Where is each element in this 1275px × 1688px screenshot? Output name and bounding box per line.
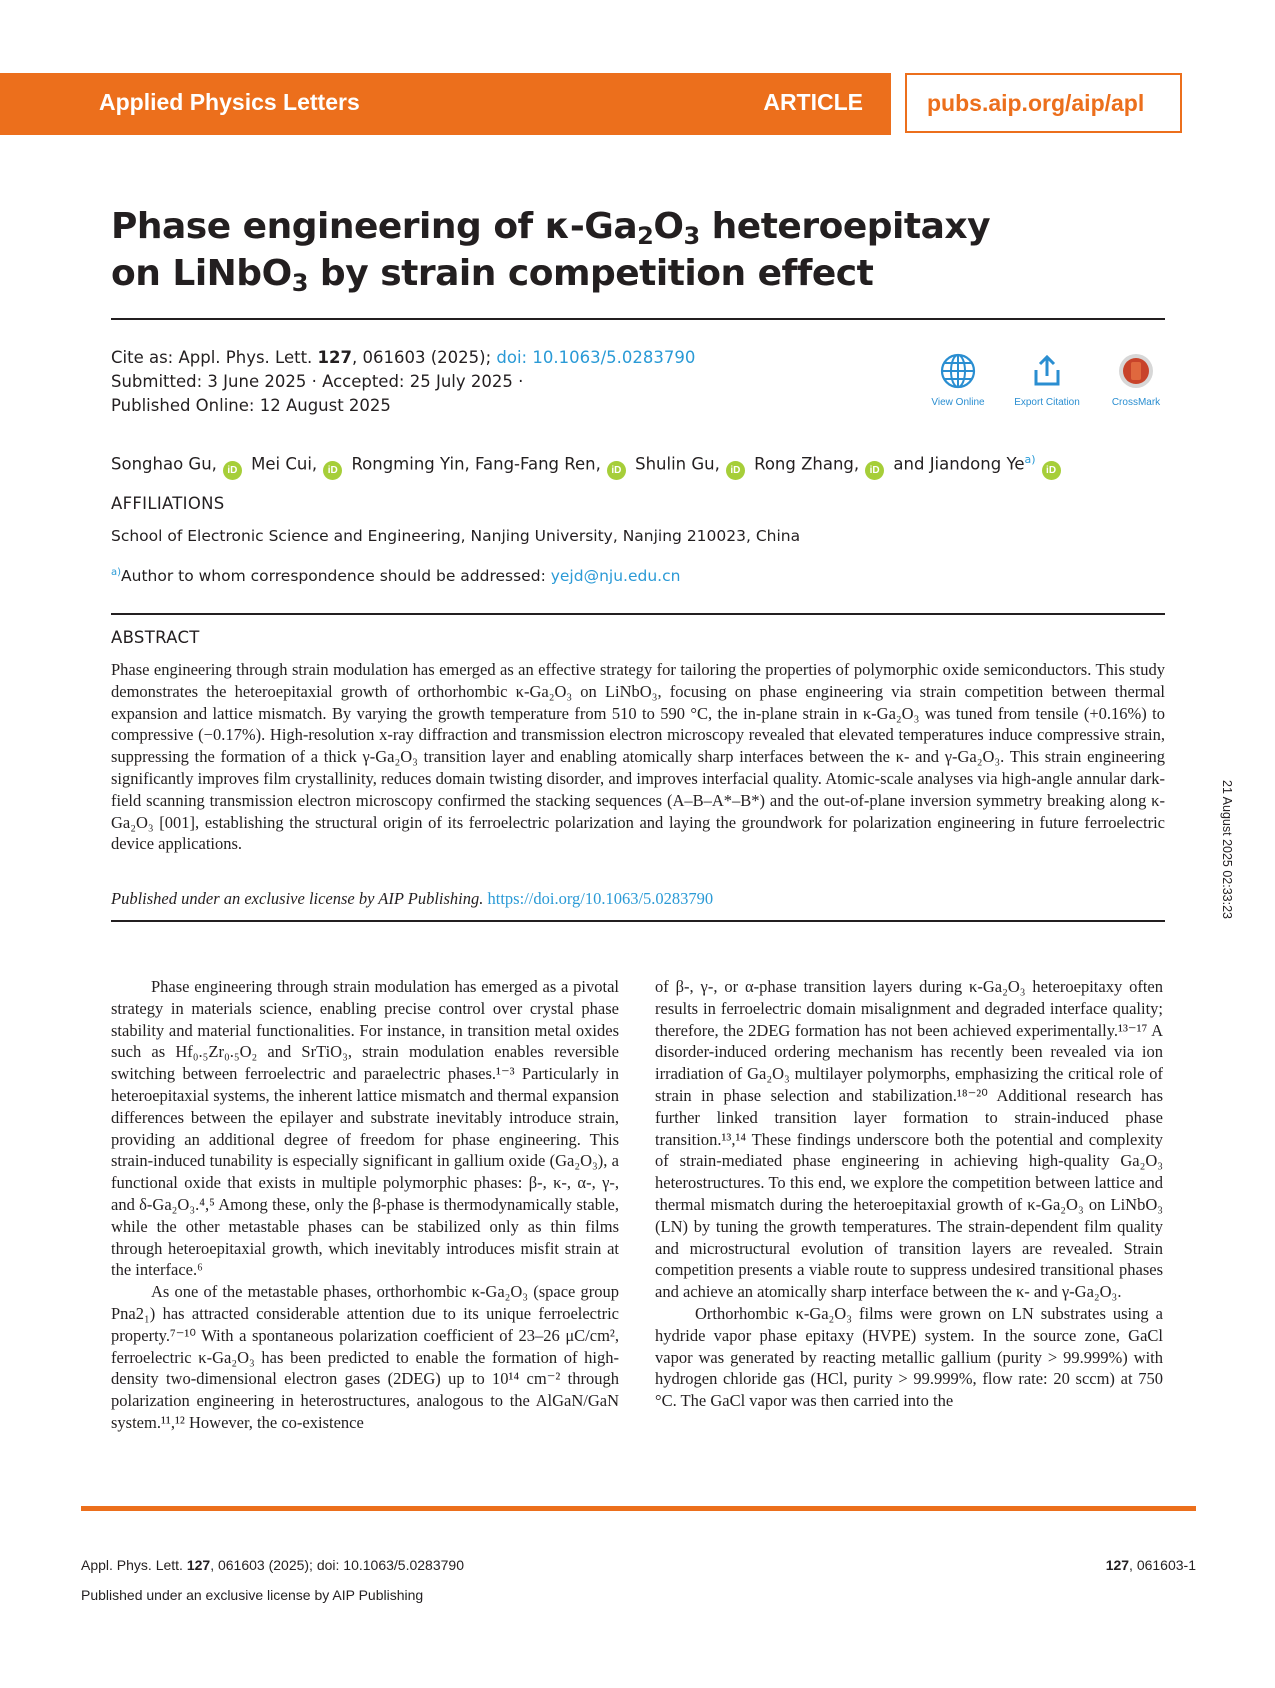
doi-link[interactable]: doi: 10.1063/5.0283790 [496,348,696,367]
divider [111,318,1165,320]
export-icon [1028,352,1066,390]
license-line: Published under an exclusive license by AIP Publishing. https://doi.org/10.1063/5.0283790 [111,889,714,908]
author[interactable]: Shulin Gu, [635,454,720,474]
correspondence-note: $^{a)}$Author to whom correspondence should be addressed: yejd@nju.edu.cn [111,567,681,586]
author[interactable]: Songhao Gu, [111,454,217,474]
orcid-icon[interactable]: iD [726,461,745,480]
author[interactable]: Rong Zhang, [754,454,860,474]
journal-name[interactable]: Applied Physics Letters [99,89,360,115]
export-citation-button[interactable]: Export Citation [1007,352,1087,408]
orcid-icon[interactable]: iD [323,461,342,480]
paragraph: of β-, γ-, or α-phase transition layers during κ-Ga₂O₃ heteroepitaxy often results in ferroelectric domain misalignment and degraded interface quality; therefore, the 2DEG formation has not been achieved experimentally.¹³⁻¹⁷ A disorder-induced ordering mechanism has recently been revealed via ion irradiation of Ga₂O₃ multilayer polymorphs, emphasizing the critical role of strain in phase selection and stabilization.¹⁸⁻²⁰ Additional research has further linked transition layer formation to strain-induced phase transition.¹³,¹⁴ These findings underscore both the potential and complexity of strain-mediated phase engineering in achieving high-quality Ga₂O₃ heterostructures. To this end, we explore the competition between lattice and thermal mismatch during the heteroepitaxial growth of κ-Ga₂O₃ on LiNbO₃ (LN) by tuning the growth temperatures. The strain-dependent film quality and microstructural evolution of transition layers are revealed. Strain competition presents a viable route to suppress undesired transitional phases and achieve an atomically sharp interface between the κ- and γ-Ga₂O₃. [655,977,1163,1302]
orcid-icon[interactable]: iD [1042,461,1061,480]
journal-banner [0,73,891,135]
author[interactable]: Rongming Yin, Fang-Fang Ren, [351,454,601,474]
body-column-left [111,976,619,1434]
affiliations-heading: AFFILIATIONS [111,494,225,513]
affiliation-text: School of Electronic Science and Engineering, Nanjing University, Nanjing 210023, China [111,527,801,545]
paragraph: Phase engineering through strain modulation has emerged as a pivotal strategy in materials science, enabling precise control over crystal phase stability and material functionalities. For instance, in transition metal oxides such as Hf₀.₅Zr₀.₅O₂ and SrTiO₃, strain modulation enables reversible switching between ferroelectric and paraelectric phases.¹⁻³ Particularly in heteroepitaxial systems, the inherent lattice mismatch and thermal expansion differences between the epilayer and substrate inevitably introduce strain, providing an additional degree of freedom for phase engineering. This strain-induced tunability is especially significant in gallium oxide (Ga₂O₃), a functional oxide that exists in multiple polymorphic phases: β-, κ-, α-, γ-, and δ-Ga₂O₃.⁴,⁵ Among these, only the β-phase is thermodynamically stable, while the other metastable phases can be stabilized only as thin films through heteroepitaxial growth, which inevitably introduces misfit strain at the interface.⁶ [111,977,619,1280]
crossmark-button[interactable]: CrossMark [1096,352,1176,408]
article-type: ARTICLE [763,89,863,115]
divider [111,613,1165,615]
journal-url-box[interactable] [905,73,1182,133]
paragraph: As one of the metastable phases, orthorhombic κ-Ga₂O₃ (space group Pna2₁) has attracted considerable attention due to its unique ferroelectric property.⁷⁻¹⁰ With a spontaneous polarization coefficient of 23–26 μC/cm², ferroelectric κ-Ga₂O₃ has been predicted to enable the formation of high-density two-dimensional electron gases (2DEG) up to 10¹⁴ cm⁻² through polarization engineering in heterostructures, analogous to the AlGaN/GaN system.¹¹,¹² However, the co-existence [111,1282,619,1432]
orcid-icon[interactable]: iD [607,461,626,480]
view-online-button[interactable]: View Online [918,352,998,408]
email-link[interactable]: yejd@nju.edu.cn [550,567,681,586]
license-doi-link[interactable]: https://doi.org/10.1063/5.0283790 [487,889,714,908]
abstract-text: Phase engineering through strain modulation has emerged as an effective strategy for tailoring the properties of polymorphic oxide semiconductors. This study demonstrates the heteroepitaxial growth of orthorhombic κ-Ga₂O₃ on LiNbO₃, focusing on phase engineering via strain competition between thermal expansion and lattice mismatch. By varying the growth temperature from 510 to 590 °C, the in-plane strain in κ-Ga₂O₃ was tuned from tensile (+0.16%) to compressive (−0.17%). High-resolution x-ray diffraction and transmission electron microscopy revealed that elevated temperatures induce compressive strain, suppressing the formation of a thick γ-Ga₂O₃ transition layer and enabling atomically sharp interfaces between the κ- and γ-Ga₂O₃. This strain engineering significantly improves film crystallinity, reduces domain twisting disorder, and improves interfacial quality. Atomic-scale analyses via high-angle annular dark-field scanning transmission electron microscopy confirmed the stacking sequences (A–B–A*–B*) and the out-of-plane inversion symmetry breaking along κ-Ga₂O₃ [001], establishing the structural origin of its ferroelectric polarization and laying the groundwork for polarization engineering in future ferroelectric device applications. [111,660,1165,854]
divider [111,920,1165,922]
author[interactable]: and Jiandong Ye [893,454,1025,474]
author-list [111,448,1171,480]
author-footnote-mark: a) [1024,453,1036,466]
orcid-icon[interactable]: iD [223,461,242,480]
dates: Submitted: 3 June 2025 · Accepted: 25 July 2025 · [111,372,524,391]
body-column-right [655,976,1163,1412]
download-timestamp: 21 August 2025 02:33:23 [1220,780,1234,920]
citation-block: Cite as: Appl. Phys. Lett. 127, 061603 (2025); doi: 10.1063/5.0283790 Submitted: 3 June 2025 · Accepted: 25 July 2025 · Published Online: 12 August 2025 [111,346,871,418]
journal-url[interactable]: pubs.aip.org/aip/apl [927,90,1145,116]
abstract-heading: ABSTRACT [111,628,200,647]
footer-license: Published under an exclusive license by AIP Publishing [81,1587,424,1603]
globe-icon [939,352,977,390]
author[interactable]: Mei Cui, [251,454,318,474]
article-title: Phase engineering of $\kappa-Ga_2O_3$ heteroepitaxy on LiNbO$_3$ by strain competition effect [111,206,991,297]
published-date: Published Online: 12 August 2025 [111,396,391,415]
page-number: 127, 061603-1 [1105,1557,1196,1573]
footer-citation: Appl. Phys. Lett. 127, 061603 (2025); doi: 10.1063/5.0283790 [81,1557,464,1573]
footer-rule [81,1506,1196,1511]
paragraph: Orthorhombic κ-Ga₂O₃ films were grown on LN substrates using a hydride vapor phase epitaxy (HVPE) system. In the source zone, GaCl vapor was generated by reacting metallic gallium (purity > 99.999%) with hydrogen chloride gas (HCl, purity > 99.999%, flow rate: 20 sccm) at 750 °C. The GaCl vapor was then carried into the [655,1303,1163,1411]
orcid-icon[interactable]: iD [865,461,884,480]
crossmark-icon [1117,352,1155,390]
